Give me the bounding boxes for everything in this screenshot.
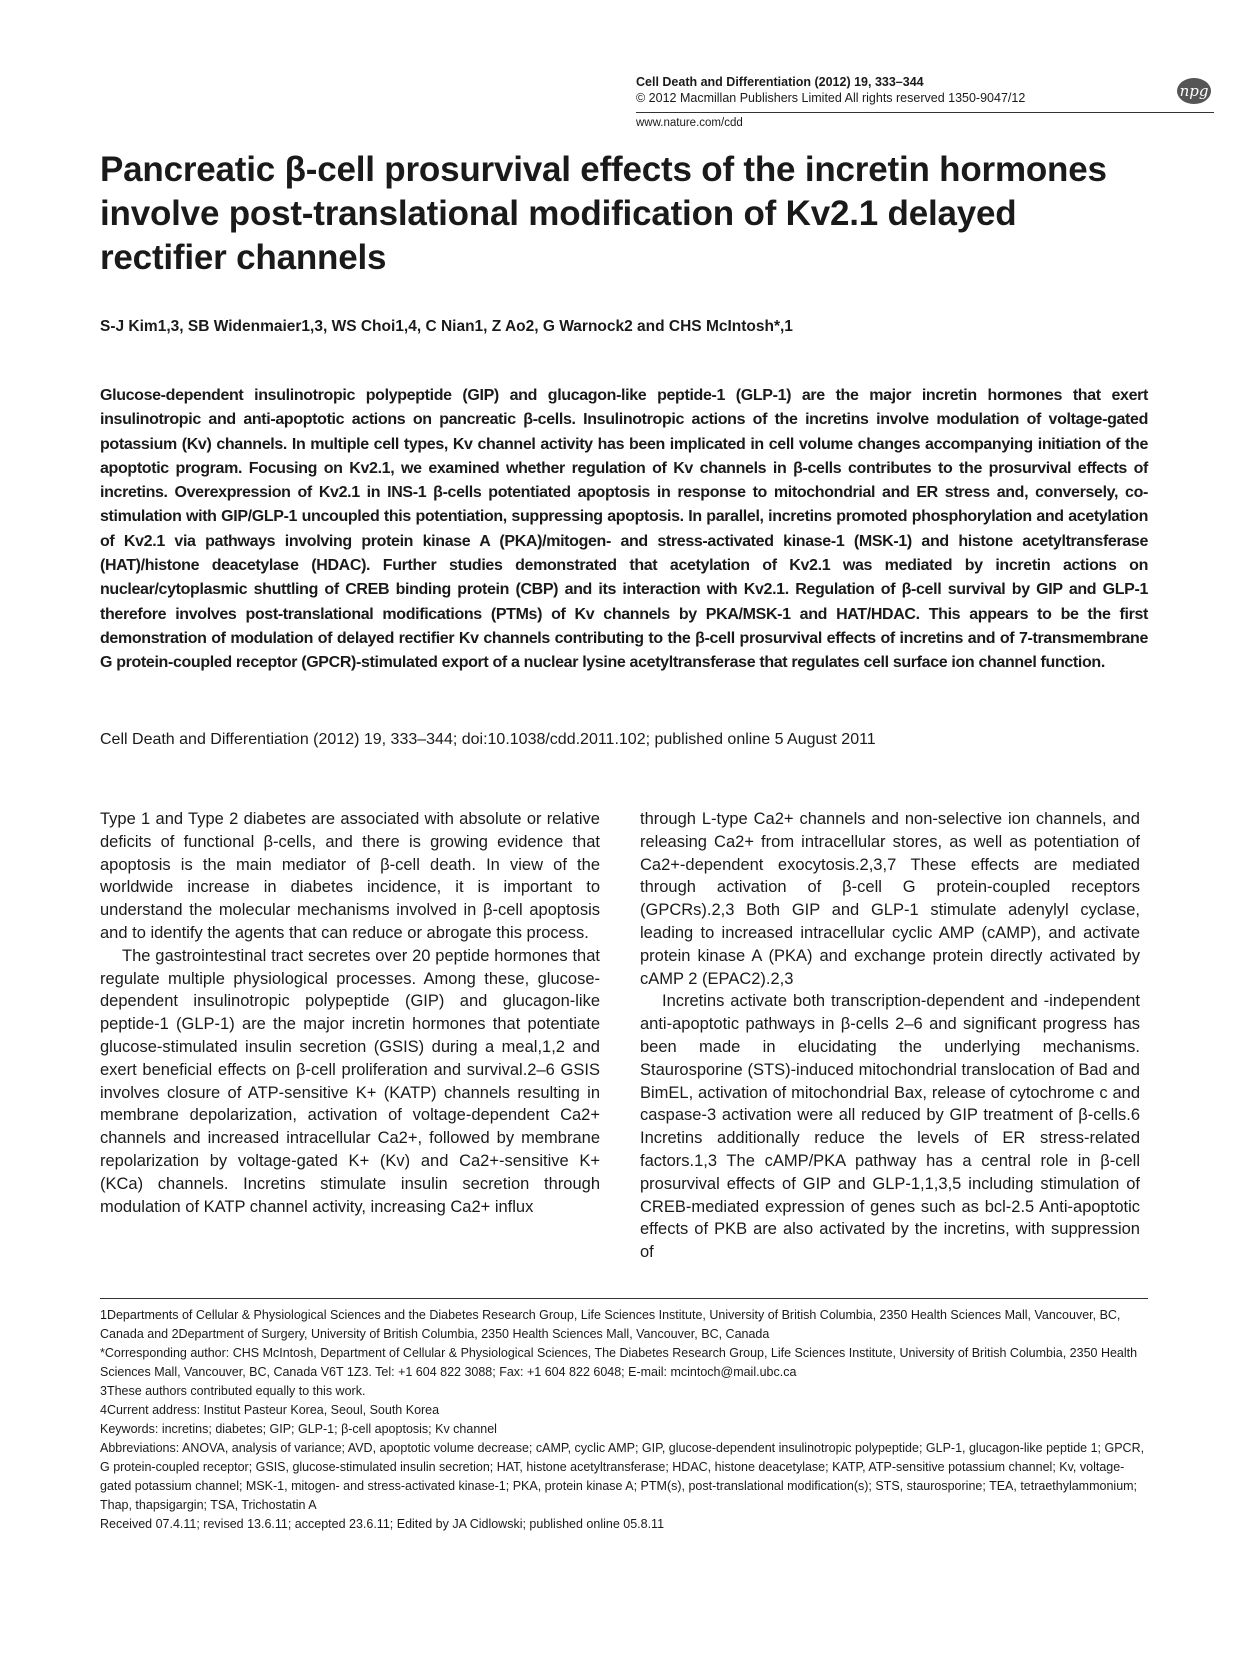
- header-rule: [636, 112, 1214, 113]
- author-list: S-J Kim1,3, SB Widenmaier1,3, WS Choi1,4, C Nian1, Z Ao2, G Warnock2 and CHS McIntosh*,1: [100, 318, 793, 335]
- paragraph: Type 1 and Type 2 diabetes are associated with absolute or relative deficits of functional β-cells, and there is growing evidence that apoptosis is the main mediator of β-cell death. In view of the worldwide increase in diabetes incidence, it is important to understand the molecular mechanisms involved in β-cell apoptosis and to identify the agents that can reduce or abrogate this process.: [100, 810, 600, 942]
- article-title: Pancreatic β-cell prosurvival effects of the incretin hormones involve post-translational modification of Kv2.1 delayed rectifier channels: [100, 150, 1107, 277]
- current-address: 4Current address: Institut Pasteur Korea, Seoul, South Korea: [100, 1403, 440, 1417]
- publisher-logo: npg: [1177, 78, 1211, 104]
- journal-url[interactable]: www.nature.com/cdd: [636, 117, 743, 129]
- copyright-line: © 2012 Macmillan Publishers Limited All rights reserved 1350-9047/12: [636, 91, 1026, 105]
- received-dates: Received 07.4.11; revised 13.6.11; accepted 23.6.11; Edited by JA Cidlowski; published online 05.8.11: [100, 1517, 665, 1531]
- keywords: Keywords: incretins; diabetes; GIP; GLP-1; β-cell apoptosis; Kv channel: [100, 1422, 497, 1436]
- paragraph: Incretins activate both transcription-dependent and -independent anti-apoptotic pathways in β-cells 2–6 and significant progress has been made in elucidating the underlying mechanisms. Staurosporine (STS)-induced mitochondrial translocation of Bad and BimEL, activation of mitochondrial Bax, release of cytochrome c and caspase-3 activation were all reduced by GIP treatment of β-cells.6 Incretins additionally reduce the levels of ER stress-related factors.1,3 The cAMP/PKA pathway has a central role in β-cell prosurvival effects of GIP and GLP-1,1,3,5 including stimulation of CREB-mediated expression of genes such as bcl-2.5 Anti-apoptotic effects of PKB are also activated by the incretins, with suppression of: [640, 992, 1140, 1262]
- paragraph: The gastrointestinal tract secretes over 20 peptide hormones that regulate multiple physiological processes. Among these, glucose-dependent insulinotropic polypeptide (GIP) and glucagon-like peptide-1 (GLP-1) are the major incretin hormones that potentiate glucose-stimulated insulin secretion (GSIS) during a meal,1,2 and exert beneficial effects on β-cell proliferation and survival.2–6 GSIS involves closure of ATP-sensitive K+ (KATP) channels resulting in membrane depolarization, activation of voltage-dependent Ca2+ channels and increased intracellular Ca2+, followed by membrane repolarization by voltage-gated K+ (Kv) and Ca2+-sensitive K+ (KCa) channels. Incretins stimulate insulin secretion through modulation of KATP channel activity, increasing Ca2+ influx: [100, 946, 600, 1216]
- body-column-left: [100, 808, 600, 1218]
- footnote-rule: [100, 1298, 1148, 1299]
- abstract: Glucose-dependent insulinotropic polypeptide (GIP) and glucagon-like peptide-1 (GLP-1) are the major incretin hormones that exert insulinotropic and anti-apoptotic actions on pancreatic β-cells. Insulinotropic actions of the incretins involve modulation of voltage-gated potassium (Kv) channels. In multiple cell types, Kv channel activity has been implicated in cell volume changes accompanying initiation of the apoptotic program. Focusing on Kv2.1, we examined whether regulation of Kv channels in β-cells contributes to the prosurvival effects of incretins. Overexpression of Kv2.1 in INS-1 β-cells potentiated apoptosis in response to mitochondrial and ER stress and, conversely, co-stimulation with GIP/GLP-1 uncoupled this potentiation, suppressing apoptosis. In parallel, incretins promoted phosphorylation and acetylation of Kv2.1 via pathways involving protein kinase A (PKA)/mitogen- and stress-activated kinase-1 (MSK-1) and histone acetyltransferase (HAT)/histone deacetylase (HDAC). Further studies demonstrated that acetylation of Kv2.1 was mediated by incretin actions on nuclear/cytoplasmic shuttling of CREB binding protein (CBP) and its interaction with Kv2.1. Regulation of β-cell survival by GIP and GLP-1 therefore involves post-translational modifications (PTMs) of Kv channels by PKA/MSK-1 and HAT/HDAC. This appears to be the first demonstration of modulation of delayed rectifier Kv channels contributing to the β-cell prosurvival effects of incretins and of 7-transmembrane G protein-coupled receptor (GPCR)-stimulated export of a nuclear lysine acetyltransferase that regulates cell surface ion channel function.: [100, 387, 1148, 672]
- journal-header: [636, 74, 1025, 106]
- journal-name: Cell Death and Differentiation (2012) 19, 333–344: [636, 75, 924, 89]
- affiliations: 1Departments of Cellular & Physiological Sciences and the Diabetes Research Group, Life Sciences Institute, University of British Columbia, 2350 Health Sciences Mall, Vancouver, BC, Canada and 2Department of Surgery, University of British Columbia, 2350 Health Sciences Mall, Vancouver, BC, Canada: [100, 1308, 1121, 1341]
- corresponding-author: *Corresponding author: CHS McIntosh, Department of Cellular & Physiological Sciences, The Diabetes Research Group, Life Sciences Institute, University of British Columbia, 2350 Health Sciences Mall, Vancouver, BC, Canada V6T 1Z3. Tel: +1 604 822 3088; Fax: +1 604 822 6048; E-mail: mcintoch@mail.ubc.ca: [100, 1346, 1138, 1379]
- body-column-right: [640, 808, 1140, 1264]
- footnotes: [100, 1306, 1148, 1534]
- citation-line: Cell Death and Differentiation (2012) 19, 333–344; doi:10.1038/cdd.2011.102; published online 5 August 2011: [100, 731, 876, 748]
- paragraph: through L-type Ca2+ channels and non-selective ion channels, and releasing Ca2+ from intracellular stores, as well as potentiation of Ca2+-dependent exocytosis.2,3,7 These effects are mediated through activation of β-cell G protein-coupled receptors (GPCRs).2,3 Both GIP and GLP-1 stimulate adenylyl cyclase, leading to increased intracellular cyclic AMP (cAMP), and activate protein kinase A (PKA) and exchange protein directly activated by cAMP 2 (EPAC2).2,3: [640, 810, 1140, 988]
- abbreviations: Abbreviations: ANOVA, analysis of variance; AVD, apoptotic volume decrease; cAMP, cyclic AMP; GIP, glucose-dependent insulinotropic polypeptide; GLP-1, glucagon-like peptide 1; GPCR, G protein-coupled receptor; GSIS, glucose-stimulated insulin secretion; HAT, histone acetyltransferase; HDAC, histone deacetylase; KATP, ATP-sensitive potassium channel; Kv, voltage-gated potassium channel; MSK-1, mitogen- and stress-activated kinase-1; PKA, protein kinase A; PTM(s), post-translational modification(s); STS, staurosporine; TEA, tetraethylammonium; Thap, thapsigargin; TSA, Trichostatin A: [100, 1441, 1145, 1512]
- equal-contribution-note: 3These authors contributed equally to this work.: [100, 1384, 366, 1398]
